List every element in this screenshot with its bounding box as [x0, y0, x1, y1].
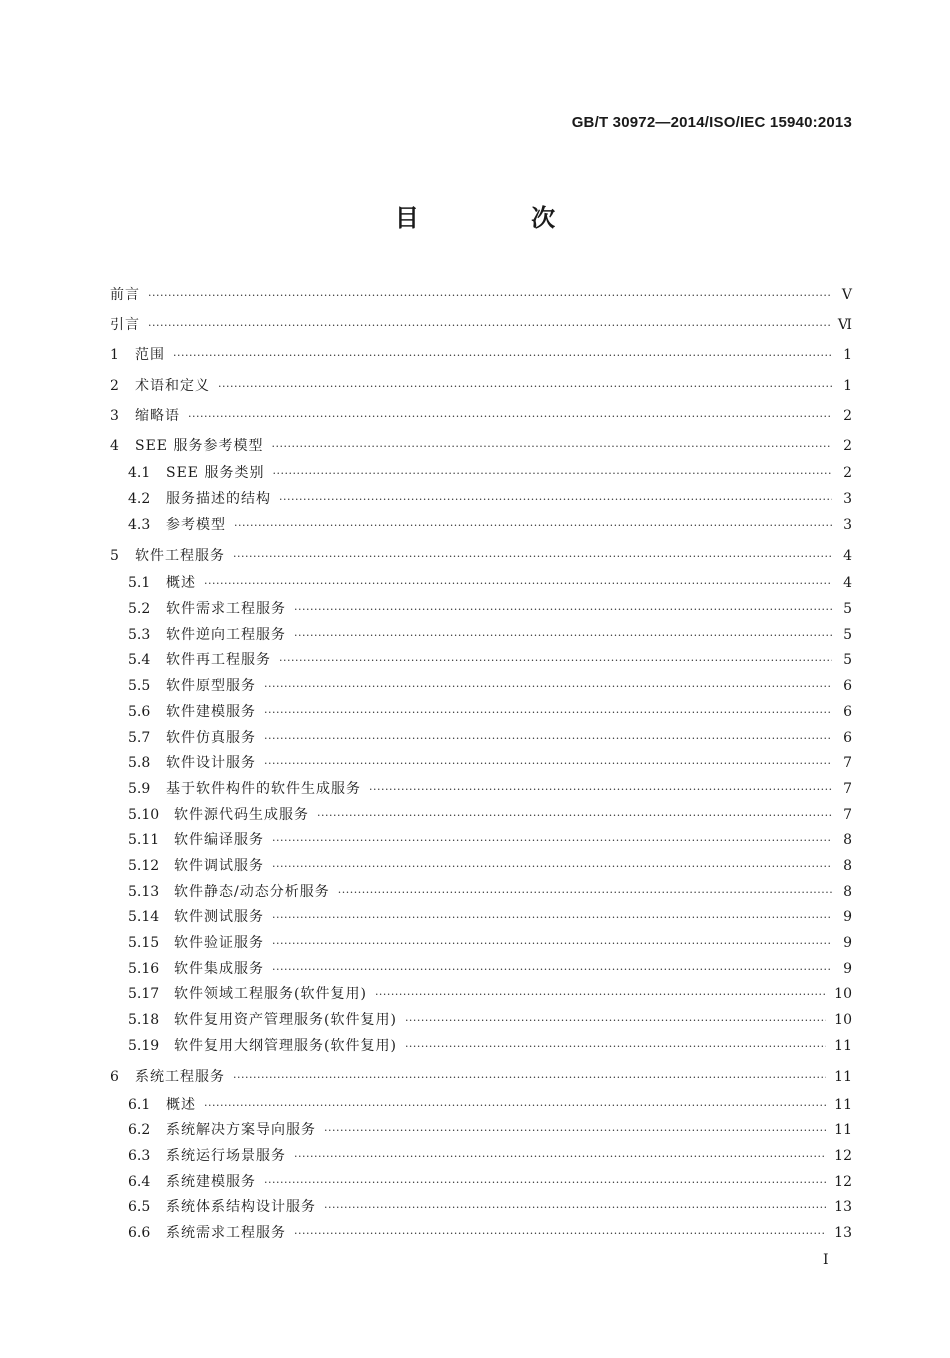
toc-entry-label: 软件验证服务	[174, 935, 264, 951]
toc-entry[interactable]	[110, 700, 852, 726]
toc-leader-dots	[279, 648, 832, 674]
toc-entry-page: 8	[843, 883, 852, 900]
toc-entry-page: 8	[843, 857, 852, 874]
toc-entry-number: 5.14	[128, 909, 160, 926]
toc-entry-label: 软件需求工程服务	[166, 601, 286, 618]
toc-entry-number: 5.18	[128, 1012, 160, 1029]
toc-leader-dots	[294, 1221, 826, 1247]
toc-entry[interactable]	[110, 931, 852, 957]
toc-entry[interactable]	[110, 982, 852, 1008]
toc-entry-page: 9	[843, 935, 852, 951]
toc-entry-label: SEE 服务类别	[166, 465, 265, 482]
toc-entry-number: 6.4	[128, 1173, 151, 1190]
toc-entry-label: 系统解决方案导向服务	[166, 1122, 316, 1139]
toc-entry-label: 软件编译服务	[174, 832, 264, 849]
toc-entry-number: 5.10	[128, 806, 160, 823]
toc-entry-page: 9	[843, 960, 852, 977]
toc-entry-label: 软件调试服务	[174, 857, 264, 874]
toc-entry-number: 6	[110, 1069, 119, 1086]
toc-entry-label: 软件仿真服务	[166, 729, 256, 746]
toc-entry-page: 1	[843, 377, 852, 394]
toc-entry-page: 2	[843, 407, 852, 424]
toc-entry[interactable]	[110, 571, 852, 597]
toc-entry-page: 12	[834, 1173, 852, 1190]
toc-entry-label: 前言	[110, 287, 140, 303]
toc-entry-page: 7	[843, 755, 852, 772]
toc-entry[interactable]	[110, 777, 852, 803]
toc-leader-dots	[272, 828, 832, 854]
toc-entry-label: 软件原型服务	[166, 678, 256, 695]
toc-leader-dots	[234, 513, 832, 539]
toc-leader-dots	[218, 372, 832, 402]
toc-entry[interactable]	[110, 905, 852, 931]
toc-entry-label: 概述	[166, 575, 196, 592]
toc-leader-dots	[272, 931, 832, 957]
toc-entry-page: Ⅵ	[837, 317, 852, 334]
toc-entry[interactable]	[110, 280, 852, 310]
toc-entry[interactable]	[110, 854, 852, 880]
toc-entry-number: 5.17	[128, 986, 160, 1003]
toc-entry-number: 5.7	[128, 729, 151, 746]
toc-entry-page: 8	[843, 832, 852, 849]
toc-entry[interactable]	[110, 340, 852, 370]
toc-entry[interactable]	[110, 513, 852, 539]
toc-entry-label: 软件静态/动态分析服务	[174, 883, 330, 900]
page-title: 目 次	[394, 204, 608, 232]
toc-leader-dots	[264, 1170, 826, 1196]
toc-entry-page: 10	[834, 1012, 852, 1029]
toc-leader-dots	[272, 957, 832, 983]
toc-entry[interactable]	[110, 648, 852, 674]
toc-entry-number: 5.4	[128, 652, 151, 669]
toc-entry-label: 系统建模服务	[166, 1173, 256, 1190]
toc-entry-number: 5.8	[128, 755, 151, 772]
toc-entry-number: 6.2	[128, 1122, 151, 1139]
toc-entry-number: 6.6	[128, 1225, 151, 1242]
toc-leader-dots	[271, 432, 832, 462]
toc-entry-label: 软件逆向工程服务	[166, 626, 286, 643]
toc-entry-number: 5.3	[128, 626, 151, 643]
toc-entry-number: 5.16	[128, 960, 160, 977]
toc-entry-number: 4.2	[128, 490, 151, 507]
toc-entry[interactable]	[110, 1093, 852, 1119]
toc-entry-page: 6	[843, 678, 852, 695]
toc-entry-label: 概述	[166, 1096, 196, 1113]
toc-entry[interactable]	[110, 803, 852, 829]
toc-entry-label: 软件建模服务	[166, 703, 256, 720]
toc-entry-page: 4	[843, 548, 852, 565]
toc-entry-number: 4.3	[128, 516, 151, 533]
toc-entry-label: 软件复用资产管理服务(软件复用)	[174, 1012, 397, 1029]
toc-entry[interactable]	[110, 1144, 852, 1170]
toc-entry-page: 12	[834, 1148, 852, 1164]
toc-entry-label: 范围	[135, 347, 165, 364]
toc-entry-page: 10	[834, 986, 852, 1003]
toc-entry-page: 5	[843, 626, 852, 643]
toc-entry-page: 4	[843, 575, 852, 592]
toc-leader-dots	[324, 1118, 826, 1144]
toc-entry-page: 11	[834, 1037, 852, 1054]
toc-entry-label: 软件复用大纲管理服务(软件复用)	[174, 1037, 397, 1054]
toc-entry-label: 软件测试服务	[174, 909, 264, 926]
toc-entry[interactable]	[110, 431, 852, 461]
toc-entry-page: 7	[843, 806, 852, 823]
toc-entry-number: 6.3	[128, 1148, 151, 1164]
toc-entry-label: 软件工程服务	[135, 548, 225, 565]
toc-entry-label: 术语和定义	[135, 377, 210, 394]
toc-entry[interactable]	[110, 1008, 852, 1034]
toc-entry[interactable]	[110, 597, 852, 623]
toc-leader-dots	[233, 1063, 826, 1093]
toc-entry-number: 4.1	[128, 465, 151, 482]
toc-leader-dots	[148, 311, 830, 341]
toc-entry-number: 5.1	[128, 575, 151, 592]
toc-leader-dots	[233, 542, 832, 572]
toc-entry-label: 系统工程服务	[135, 1069, 225, 1086]
toc-leader-dots	[204, 1093, 826, 1119]
toc-entry-page: 13	[834, 1225, 852, 1242]
toc-entry-number: 5.11	[128, 832, 160, 849]
toc-entry-page: 7	[843, 780, 852, 797]
toc-entry-page: 1	[843, 347, 852, 364]
toc-leader-dots	[317, 803, 832, 829]
table-of-contents	[110, 280, 852, 1247]
toc-entry[interactable]	[110, 1034, 852, 1060]
toc-leader-dots	[279, 487, 832, 513]
toc-entry-number: 5.15	[128, 935, 160, 951]
toc-leader-dots	[338, 880, 832, 906]
toc-entry[interactable]	[110, 1221, 852, 1247]
toc-leader-dots	[405, 1008, 826, 1034]
toc-entry[interactable]	[110, 751, 852, 777]
toc-leader-dots	[264, 674, 832, 700]
toc-entry-page: 2	[843, 465, 852, 482]
toc-leader-dots	[294, 597, 832, 623]
toc-entry-number: 5	[110, 548, 119, 565]
toc-entry-number: 4	[110, 437, 119, 454]
toc-entry-number: 2	[110, 377, 119, 394]
toc-entry[interactable]	[110, 623, 852, 649]
toc-leader-dots	[405, 1034, 826, 1060]
toc-entry[interactable]	[110, 1118, 852, 1144]
toc-entry-page: 11	[834, 1096, 852, 1113]
toc-entry[interactable]	[110, 726, 852, 752]
toc-leader-dots	[272, 461, 832, 487]
toc-entry-page: Ⅴ	[841, 287, 852, 303]
toc-entry-number: 5.12	[128, 857, 160, 874]
toc-entry-number: 5.19	[128, 1037, 160, 1054]
toc-leader-dots	[294, 623, 832, 649]
toc-entry[interactable]	[110, 1062, 852, 1092]
toc-entry-label: 缩略语	[135, 407, 180, 424]
toc-entry[interactable]	[110, 541, 852, 571]
toc-entry-number: 5.9	[128, 780, 151, 797]
toc-entry-page: 11	[834, 1069, 852, 1086]
toc-entry[interactable]	[110, 1170, 852, 1196]
toc-entry[interactable]	[110, 1195, 852, 1221]
toc-leader-dots	[264, 700, 832, 726]
toc-entry-page: 11	[834, 1122, 852, 1139]
toc-entry[interactable]	[110, 674, 852, 700]
toc-leader-dots	[148, 281, 832, 311]
toc-entry[interactable]	[110, 880, 852, 906]
toc-leader-dots	[272, 905, 832, 931]
standard-number: GB/T 30972—2014/ISO/IEC 15940:2013	[571, 114, 852, 131]
toc-leader-dots	[294, 1144, 826, 1170]
toc-entry[interactable]	[110, 957, 852, 983]
toc-entry-page: 3	[843, 516, 852, 533]
toc-entry-page: 9	[843, 909, 852, 926]
toc-entry-page: 6	[843, 729, 852, 746]
toc-entry-label: 软件领域工程服务(软件复用)	[174, 986, 367, 1003]
toc-entry-label: 系统体系结构设计服务	[166, 1199, 316, 1216]
toc-entry-label: 软件再工程服务	[166, 652, 271, 669]
toc-leader-dots	[375, 982, 826, 1008]
toc-leader-dots	[324, 1195, 826, 1221]
toc-entry[interactable]	[110, 828, 852, 854]
toc-entry[interactable]	[110, 487, 852, 513]
toc-entry-page: 5	[843, 652, 852, 669]
toc-leader-dots	[204, 571, 832, 597]
toc-entry[interactable]	[110, 371, 852, 401]
toc-entry-page: 5	[843, 601, 852, 618]
toc-entry-number: 5.6	[128, 703, 151, 720]
toc-entry-number: 6.1	[128, 1096, 151, 1113]
toc-entry[interactable]	[110, 401, 852, 431]
toc-leader-dots	[188, 402, 832, 432]
toc-entry-label: 参考模型	[166, 516, 226, 533]
toc-entry-number: 6.5	[128, 1199, 151, 1216]
toc-entry-label: SEE 服务参考模型	[135, 437, 264, 454]
toc-entry-number: 5.5	[128, 678, 151, 695]
toc-leader-dots	[272, 854, 832, 880]
page-number: Ⅰ	[823, 1252, 829, 1268]
toc-leader-dots	[369, 777, 832, 803]
toc-entry-page: 13	[834, 1199, 852, 1216]
toc-entry-page: 6	[843, 703, 852, 720]
toc-entry-label: 服务描述的结构	[166, 490, 271, 507]
toc-entry-page: 3	[843, 490, 852, 507]
toc-entry[interactable]	[110, 310, 852, 340]
toc-entry-label: 软件设计服务	[166, 755, 256, 772]
toc-entry-label: 软件集成服务	[174, 960, 264, 977]
toc-entry-label: 基于软件构件的软件生成服务	[166, 780, 361, 797]
toc-entry-page: 2	[843, 437, 852, 454]
toc-entry-label: 引言	[110, 317, 140, 334]
toc-leader-dots	[264, 751, 832, 777]
toc-entry-number: 5.2	[128, 601, 151, 618]
toc-leader-dots	[264, 726, 832, 752]
toc-entry-number: 5.13	[128, 883, 160, 900]
toc-entry[interactable]	[110, 461, 852, 487]
toc-entry-label: 软件源代码生成服务	[174, 806, 309, 823]
toc-leader-dots	[173, 341, 832, 371]
toc-entry-number: 3	[110, 407, 119, 424]
toc-entry-label: 系统需求工程服务	[166, 1225, 286, 1242]
toc-entry-number: 1	[110, 347, 119, 364]
toc-entry-label: 系统运行场景服务	[166, 1148, 286, 1164]
